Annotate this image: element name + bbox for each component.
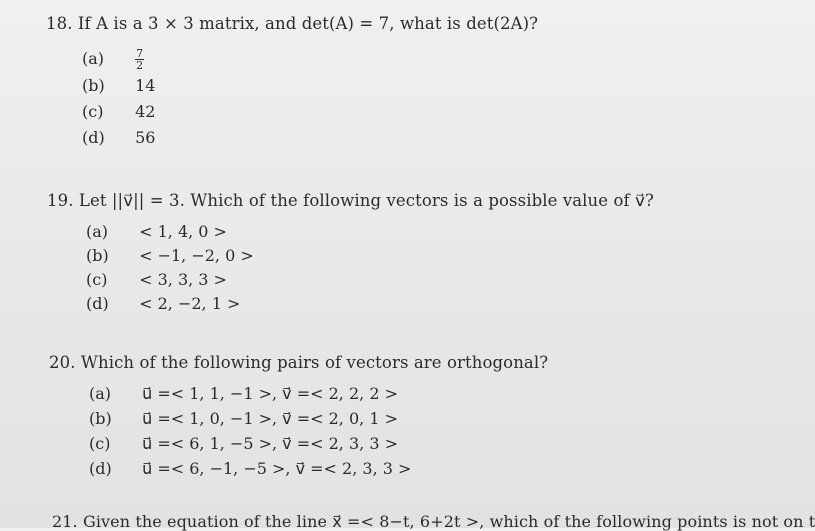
option-label: (d) (89, 459, 112, 478)
option-value: u⃗ =< 6, 1, −5 >, v⃗ =< 2, 3, 3 > (142, 434, 398, 453)
option-label: (b) (82, 76, 105, 95)
fraction-value (135, 48, 144, 71)
question-text: If A is a 3 × 3 matrix, and det(A) = 7, what is det(2A)? (77, 14, 539, 33)
option-label: (c) (86, 270, 108, 289)
option-value: < 3, 3, 3 > (139, 270, 227, 289)
question-text: Which of the following pairs of vectors are orthogonal? (80, 353, 549, 372)
q18-option-b (82, 76, 155, 95)
q18-option-c (82, 102, 155, 121)
q19-option-a (86, 222, 227, 241)
q20-option-d (89, 459, 411, 478)
option-value: < 2, −2, 1 > (139, 294, 241, 313)
q20-option-b (89, 409, 398, 428)
option-label: (a) (82, 49, 105, 68)
option-value: u⃗ =< 6, −1, −5 >, v⃗ =< 2, 3, 3 > (142, 459, 412, 478)
question-19 (47, 191, 654, 210)
q18-option-a (82, 48, 144, 71)
question-21 (52, 512, 815, 531)
option-value: 14 (135, 76, 156, 95)
question-18 (46, 14, 538, 33)
option-label: (a) (89, 384, 112, 403)
option-value: 42 (135, 102, 156, 121)
option-value: < 1, 4, 0 > (139, 222, 227, 241)
question-number: 20. (49, 353, 76, 372)
option-label: (b) (86, 246, 109, 265)
question-text: Given the equation of the line x⃗ =< 8−t, 6+2t >, which of the following points is not on t (82, 512, 815, 531)
question-text: Let ||v⃗|| = 3. Which of the following vectors is a possible value of v⃗? (78, 191, 654, 210)
option-value: 56 (135, 128, 156, 147)
q19-option-c (86, 270, 227, 289)
question-number: 19. (47, 191, 74, 210)
q20-option-a (89, 384, 398, 403)
q18-option-d (82, 128, 155, 147)
question-number: 18. (46, 14, 73, 33)
question-number: 21. (52, 512, 78, 531)
option-value: u⃗ =< 1, 0, −1 >, v⃗ =< 2, 0, 1 > (142, 409, 398, 428)
q19-option-b (86, 246, 254, 265)
option-value: < −1, −2, 0 > (139, 246, 254, 265)
fraction-numerator: 7 (136, 47, 144, 60)
option-label: (a) (86, 222, 109, 241)
q19-option-d (86, 294, 240, 313)
question-20 (49, 353, 548, 372)
option-label: (c) (89, 434, 111, 453)
option-label: (c) (82, 102, 104, 121)
option-label: (b) (89, 409, 112, 428)
option-label: (d) (82, 128, 105, 147)
fraction-denominator: 2 (136, 59, 144, 72)
option-value: u⃗ =< 1, 1, −1 >, v⃗ =< 2, 2, 2 > (142, 384, 398, 403)
option-label: (d) (86, 294, 109, 313)
q20-option-c (89, 434, 398, 453)
